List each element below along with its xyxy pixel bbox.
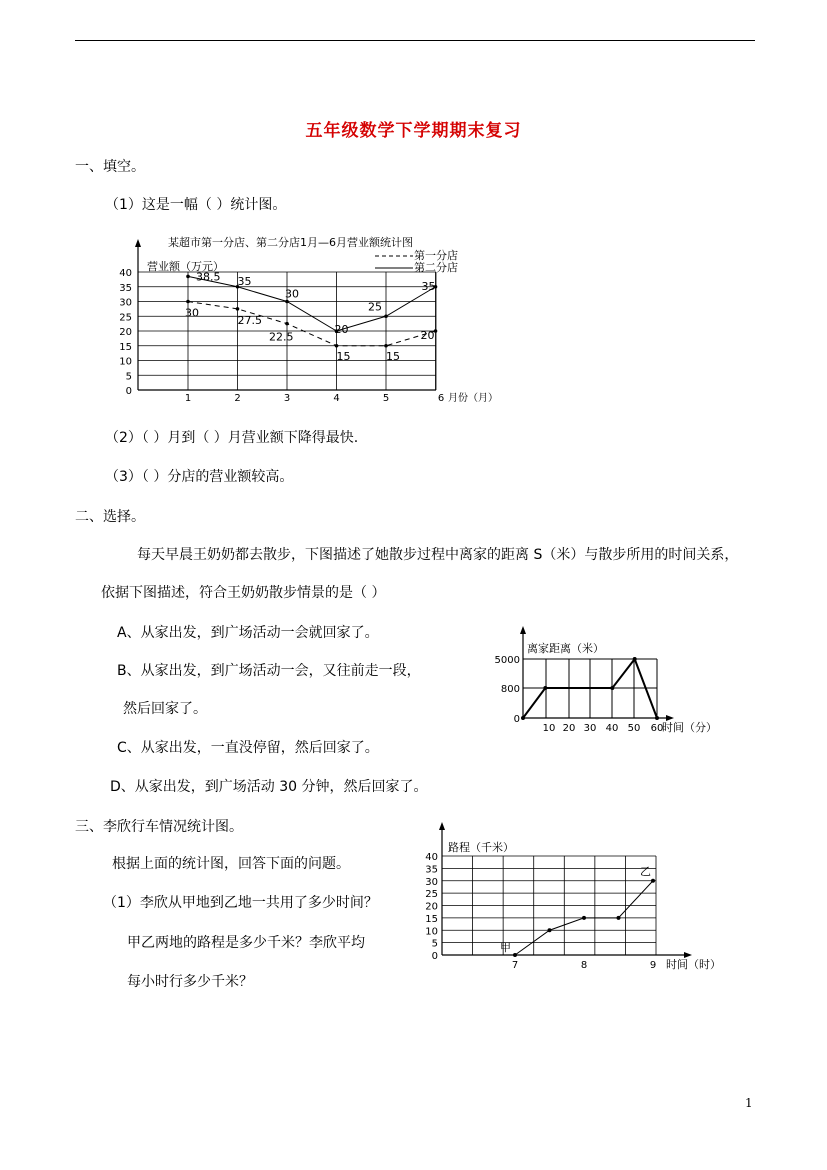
data-label: 38.5 (196, 270, 221, 284)
option-a: A、从家出发，到广场活动一会就回家了。 (117, 625, 379, 641)
x-tick-label: 8 (580, 960, 588, 971)
section1-heading: 一、填空。 (75, 159, 145, 175)
option-c: C、从家出发，一直没停留，然后回家了。 (117, 740, 379, 756)
legend-label: 第二分店 (414, 261, 458, 274)
data-point (548, 928, 552, 932)
y-tick-label: 25 (425, 889, 438, 901)
option-d: D、从家出发，到广场活动 30 分钟，然后回家了。 (110, 779, 428, 795)
page-number: 1 (745, 1096, 753, 1110)
x-tick-label: 5 (382, 393, 390, 404)
y-tick-label: 0 (125, 386, 132, 397)
data-label: 27.5 (237, 313, 262, 327)
x-tick-label: 10 (542, 723, 556, 734)
y-tick-label: 25 (119, 312, 132, 324)
section2-heading: 二、选择。 (75, 509, 145, 525)
data-point (617, 916, 621, 920)
x-tick-label: 40 (605, 723, 619, 734)
x-axis-label: 时间（时） (666, 958, 721, 971)
x-tick-label: 60 (650, 723, 664, 734)
q1-3-text: （3）（ ）分店的营业额较高。 (105, 469, 294, 485)
y-axis-arrow (439, 822, 445, 830)
data-label: 22.5 (269, 330, 294, 344)
x-axis-label: 月份（月） (448, 393, 498, 404)
y-tick-label: 5000 (494, 655, 520, 666)
y-tick-label: 20 (119, 327, 132, 338)
y-tick-label: 30 (425, 876, 438, 888)
y-axis-label: 路程（千米） (448, 841, 514, 854)
y-tick-label: 35 (425, 864, 438, 876)
data-label: 20 (420, 329, 435, 342)
section2-intro-line2: 依据下图描述，符合王奶奶散步情景的是（ ） (101, 585, 386, 601)
q3-1-line3: 每小时行多少千米？ (127, 974, 253, 990)
y-tick-label: 30 (119, 297, 132, 309)
point-label-start: 甲 (500, 941, 511, 954)
y-tick-label: 40 (425, 852, 438, 863)
y-tick-label: 15 (119, 341, 132, 353)
q3-1-line1: （1）李欣从甲地到乙地一共用了多少时间？ (103, 895, 378, 911)
option-b-line2: 然后回家了。 (123, 701, 207, 717)
data-label: 25 (368, 300, 382, 314)
y-axis-label: 离家距离（米） (527, 642, 604, 655)
y-tick-label: 40 (119, 268, 132, 279)
y-tick-label: 20 (425, 901, 438, 913)
data-label: 20 (334, 323, 349, 336)
point-label-end: 乙 (640, 865, 651, 878)
y-tick-label: 0 (431, 951, 438, 962)
q3-1-line2: 甲乙两地的路程是多少千米？李欣平均 (127, 935, 365, 951)
data-label: 35 (237, 274, 252, 288)
section2-intro-line1: 每天早晨王奶奶都去散步，下图描述了她散步过程中离家的距离 S（米）与散步所用的时间关系， (137, 547, 739, 563)
data-label: 30 (185, 306, 199, 320)
x-axis-label: 时间（分） (662, 721, 717, 734)
y-tick-label: 800 (500, 684, 520, 695)
y-tick-label: 5 (125, 371, 132, 383)
x-tick-label: 7 (511, 960, 519, 971)
x-tick-label: 3 (283, 393, 291, 404)
y-axis-label: 营业额（万元） (147, 260, 224, 273)
y-tick-label: 35 (119, 282, 132, 294)
y-tick-label: 5 (431, 938, 438, 950)
q1-1-text: （1）这是一幅（ ）统计图。 (105, 197, 287, 213)
x-tick-label: 50 (627, 723, 641, 734)
y-tick-label: 10 (425, 926, 438, 938)
option-b-line1: B、从家出发，到广场活动一会，又往前走一段， (117, 663, 421, 679)
data-label: 15 (386, 349, 400, 363)
x-tick-label: 20 (562, 723, 576, 734)
legend-label: 第一分店 (414, 249, 458, 262)
y-tick-label: 0 (513, 714, 520, 725)
data-label: 15 (336, 349, 351, 363)
chart-title: 某超市第一分店、第二分店1月—6月营业额统计图 (168, 236, 413, 249)
x-tick-label: 1 (184, 393, 192, 404)
data-point (582, 916, 586, 920)
section3-intro: 根据上面的统计图，回答下面的问题。 (112, 856, 350, 872)
data-label: 35 (421, 279, 436, 293)
x-tick-label: 2 (234, 393, 241, 404)
data-point (513, 953, 517, 957)
y-tick-label: 15 (425, 913, 438, 925)
y-tick-label: 10 (119, 356, 132, 368)
data-point (651, 879, 655, 883)
x-tick-label: 6 (437, 393, 445, 404)
section3-heading: 三、李欣行车情况统计图。 (75, 819, 243, 835)
x-tick-label: 9 (649, 960, 657, 971)
q1-2-text: （2）（ ）月到（ ）月营业额下降得最快. (105, 430, 359, 446)
x-tick-label: 4 (333, 393, 340, 404)
page-title: 五年级数学下学期期末复习 (305, 121, 522, 141)
x-tick-label: 30 (583, 723, 597, 734)
data-label: 30 (285, 287, 299, 301)
